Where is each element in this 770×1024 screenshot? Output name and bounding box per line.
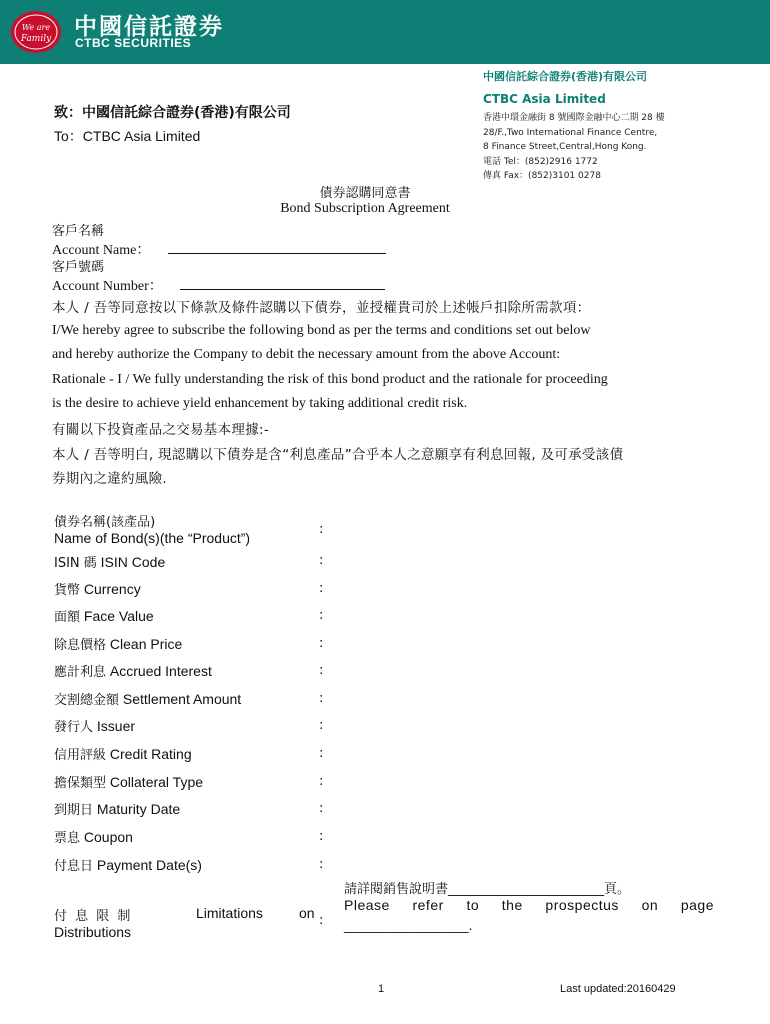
account-number-label-en: Account Number：	[52, 279, 163, 294]
field-label-en: Collateral Type	[109, 774, 204, 790]
company-address-block	[483, 70, 768, 184]
account-name-label-cn: 客戶名稱	[52, 224, 105, 239]
field-colon: :	[319, 636, 324, 651]
field-label-cn: 應計利息	[54, 665, 107, 680]
field-row-issuer	[54, 716, 135, 735]
ctbc-logo-icon	[10, 10, 62, 54]
field-label-en: Payment Date(s)	[96, 857, 202, 873]
field-row-settlement-amount	[54, 689, 241, 708]
field-row-maturity-date	[54, 799, 180, 818]
company-name-en: CTBC Asia Limited	[483, 92, 606, 106]
field-colon: :	[319, 801, 324, 816]
prospectus-note-en: Please refer to the prospectus on page	[344, 897, 714, 913]
limitations-label-en-1: Limitations	[196, 905, 263, 921]
field-label-en: ISIN Code	[100, 554, 166, 570]
account-name-label-en: Account Name：	[52, 243, 151, 258]
field-label-cn: 擔保類型	[54, 776, 107, 791]
agreement-text-en-2: and hereby authorize the Company to debit the necessary amount from the above Account:	[52, 347, 561, 362]
page-number: 1	[378, 983, 385, 995]
field-label-en: Clean Price	[109, 636, 183, 652]
addressee-en: To：CTBC Asia Limited	[54, 128, 201, 144]
limitations-label-en-2: on	[299, 905, 315, 921]
svg-text:We are: We are	[21, 23, 51, 32]
field-label-cn: 貨幣	[54, 583, 81, 598]
field-row-bond-name	[54, 511, 250, 546]
document-title-en: Bond Subscription Agreement	[280, 201, 450, 216]
field-colon: :	[319, 857, 324, 872]
field-colon: :	[319, 663, 324, 678]
field-label-en: Maturity Date	[96, 801, 181, 817]
account-name-field[interactable]	[168, 253, 386, 254]
rationale-text-2: is the desire to achieve yield enhancement by taking additional credit risk.	[52, 396, 468, 411]
last-updated: Last updated:20160429	[560, 983, 676, 995]
account-number-field[interactable]	[180, 289, 385, 290]
field-colon: :	[319, 581, 324, 596]
company-name-cn: 中國信託綜合證券(香港)有限公司	[483, 70, 648, 83]
field-label-en: Name of Bond(s)(the “Product”)	[54, 530, 251, 546]
field-row-isin	[54, 552, 165, 571]
field-label-en: Settlement Amount	[122, 691, 242, 707]
field-row-face-value	[54, 606, 154, 625]
field-label-cn: 交割總金額	[54, 693, 120, 708]
field-colon: :	[319, 553, 324, 568]
field-label-en: Accrued Interest	[109, 663, 212, 679]
account-number-label-cn: 客戶號碼	[52, 260, 105, 275]
addressee-cn: 致：中國信託綜合證券(香港)有限公司	[54, 105, 291, 121]
field-label-cn: ISIN 碼	[54, 556, 97, 571]
field-row-clean-price	[54, 634, 182, 653]
fax: 傳真 Fax：(852)3101 0278	[483, 171, 601, 181]
field-label-cn: 面額	[54, 610, 81, 625]
field-label-en: Currency	[83, 581, 141, 597]
field-colon: :	[319, 746, 324, 761]
address-line-3: 8 Finance Street,Central,Hong Kong.	[483, 142, 647, 152]
address-line-2: 28/F.,Two International Finance Centre,	[483, 127, 658, 138]
field-label-cn: 到期日	[54, 803, 94, 818]
understanding-text-cn-2: 券期內之違約風險.	[52, 471, 167, 487]
prospectus-note-cn: 請詳閱銷售說明書________________________頁。	[344, 882, 631, 897]
limitations-label-en-3: Distributions	[54, 924, 132, 940]
field-row-coupon	[54, 827, 133, 846]
field-label-en: Coupon	[83, 829, 133, 845]
field-label-en: Face Value	[83, 608, 154, 624]
field-label-cn: 發行人	[54, 720, 94, 735]
header-bar	[0, 0, 770, 64]
field-colon: :	[319, 718, 324, 733]
rationale-text-1: Rationale - I / We fully understanding the risk of this bond product and the rationale for proceeding	[52, 372, 608, 387]
field-label-cn: 票息	[54, 831, 81, 846]
field-label-cn: 信用評級	[54, 748, 107, 763]
field-label-cn: 債券名稱(該產品)	[54, 515, 156, 530]
field-row-payment-dates	[54, 855, 202, 874]
field-colon: :	[319, 608, 324, 623]
field-label-en: Issuer	[96, 718, 136, 734]
field-row-credit-rating	[54, 744, 192, 763]
field-colon: :	[319, 522, 324, 537]
svg-text:Family: Family	[20, 34, 52, 44]
agreement-text-cn: 本人 / 吾等同意按以下條款及條件認購以下債券，並授權貴司於上述帳戶扣除所需款項：	[52, 300, 591, 316]
agreement-text-en-1: I/We hereby agree to subscribe the following bond as per the terms and conditions set out below	[52, 323, 591, 338]
field-colon: :	[319, 913, 324, 928]
address-line-1: 香港中環金融街 8 號國際金融中心二期 28 樓	[483, 113, 665, 123]
field-label-en: Credit Rating	[109, 746, 192, 762]
prospectus-page-blank[interactable]: ________________.	[344, 917, 473, 933]
field-row-currency	[54, 579, 141, 598]
understanding-text-cn-1: 本人 / 吾等明白, 現認購以下債券是含“利息產品”合乎本人之意願享有利息回報, 及可承受該債	[52, 447, 624, 463]
limitations-label-cn: 付 息 限 制	[54, 909, 133, 924]
brand-name-cn: 中國信託證券	[74, 14, 224, 40]
telephone: 電話 Tel：(852)2916 1772	[483, 156, 598, 167]
brand-name-en: CTBC SECURITIES	[75, 36, 192, 50]
field-colon: :	[319, 691, 324, 706]
field-colon: :	[319, 774, 324, 789]
basis-heading-cn: 有關以下投資產品之交易基本理據:-	[52, 422, 270, 438]
field-label-cn: 付息日	[54, 859, 94, 874]
field-colon: :	[319, 829, 324, 844]
document-title-cn: 債券認購同意書	[319, 186, 411, 201]
field-label-cn: 除息價格	[54, 638, 107, 653]
field-row-accrued-interest	[54, 661, 212, 680]
field-row-collateral-type	[54, 772, 203, 791]
